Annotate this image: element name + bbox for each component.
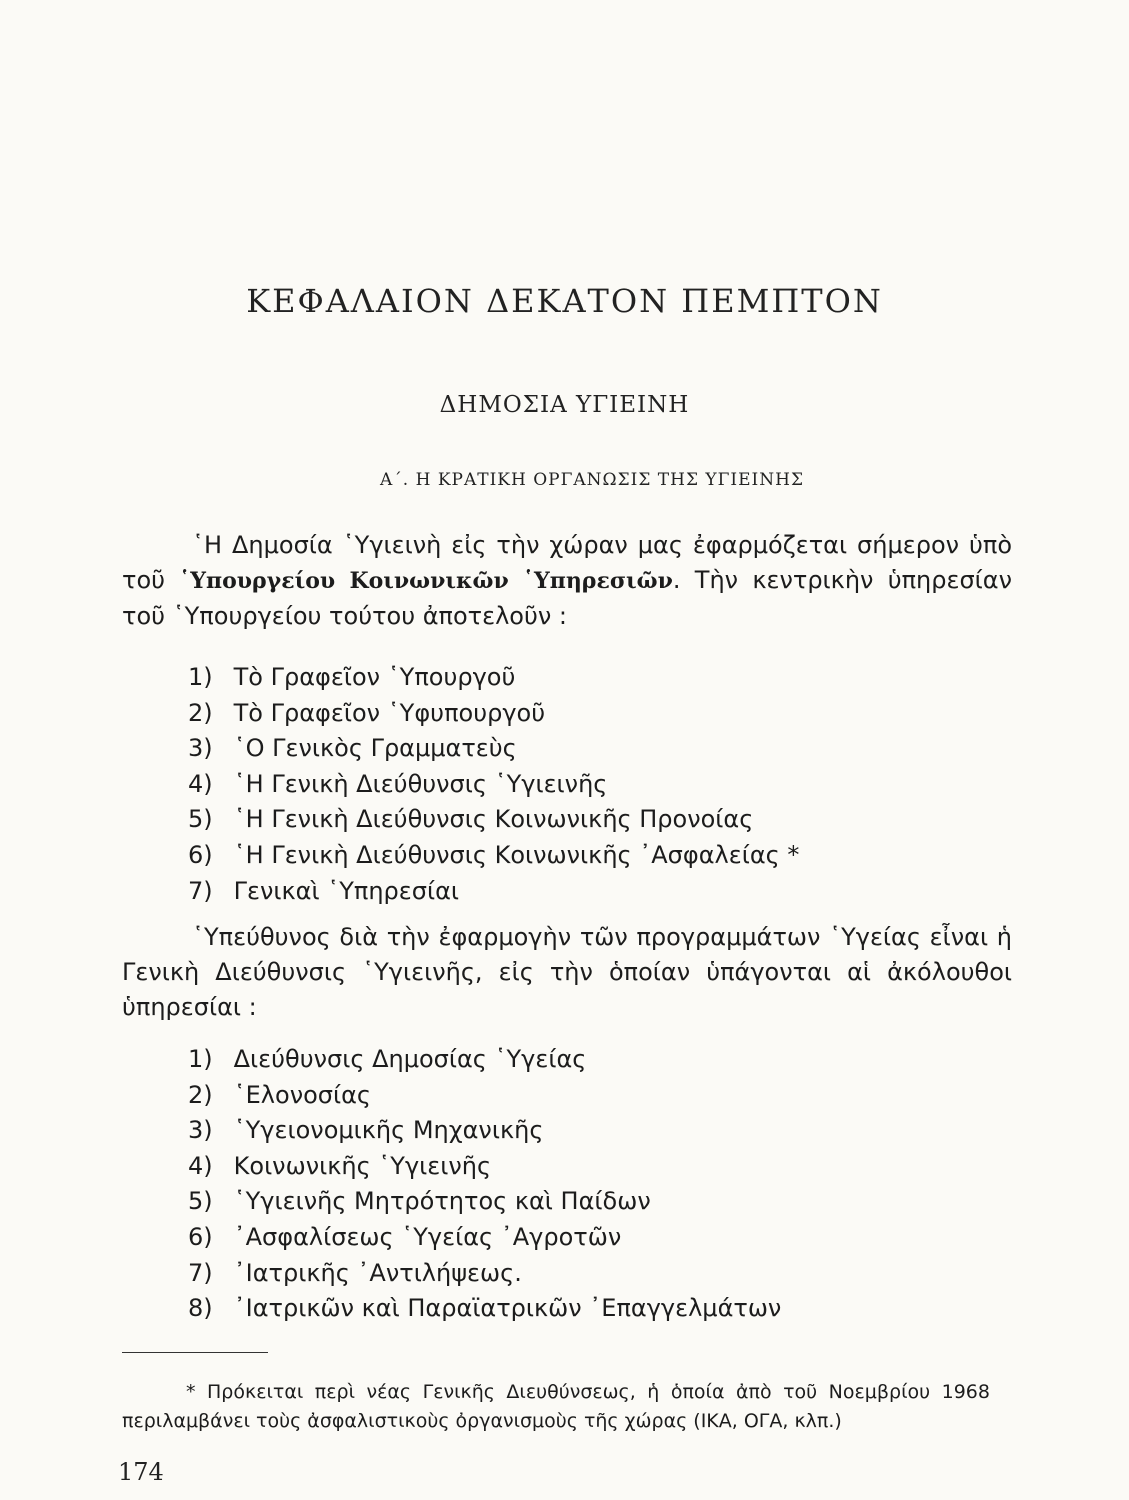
list-item: [188, 660, 799, 696]
list-item-text: Διεύθυνσις Δημοσίας ῾Υγείας: [233, 1045, 587, 1073]
list-item-number: 4): [188, 769, 213, 798]
paragraph-text: . Τὴν κεντρικὴν ὑπηρεσίαν τοῦ ῾Υπουργείου τούτου ἀποτελοῦν :: [122, 566, 1013, 630]
subsection-title: Α΄. Η ΚΡΑΤΙΚΗ ΟΡΓΑΝΩΣΙΣ ΤΗΣ ΥΓΙΕΙΝΗΣ: [380, 470, 804, 490]
list-item: [188, 696, 799, 732]
list-item-text: Τὸ Γραφεῖον ῾Υπουργοῦ: [233, 663, 516, 691]
list-item-text: ῾Η Γενικὴ Διεύθυνσις Κοινωνικῆς Προνοίας: [233, 805, 754, 834]
list-item-text: ᾿Ιατρικῶν καὶ Παραϊατρικῶν ᾿Επαγγελμάτων: [233, 1294, 782, 1323]
list-item: [188, 1256, 781, 1292]
list-item: [188, 1042, 781, 1078]
list-item: [188, 1184, 781, 1220]
list-item-number: 2): [188, 698, 213, 727]
health-services-list: [188, 1042, 781, 1327]
list-item-text: ῾Ελονοσίας: [233, 1080, 372, 1109]
list-item-number: 6): [188, 1222, 213, 1251]
footnote-divider: [122, 1352, 268, 1353]
paragraph-ministry-intro: [122, 528, 1012, 634]
chapter-title: ΚΕΦΑΛΑΙΟΝ ΔΕΚΑΤΟΝ ΠΕΜΠΤΟΝ: [246, 282, 883, 320]
ministry-name: ῾Υπουργείου Κοινωνικῶν ῾Υπηρεσιῶν: [179, 568, 673, 594]
paragraph-health-directorate: ῾Υπεύθυνος διὰ τὴν ἐφαρμογὴν τῶν προγραμμάτων ῾Υγείας εἶναι ἡ Γενικὴ Διεύθυνσις ῾Υγιεινῆς, εἰς τὴν ὁποίαν ὑπάγονται αἱ ἀκόλουθοι ὑπηρεσίαι :: [122, 923, 1012, 1021]
list-item-text: ᾿Ασφαλίσεως ῾Υγείας ᾿Αγροτῶν: [233, 1222, 622, 1251]
list-item-number: 8): [188, 1294, 213, 1323]
section-title: ΔΗΜΟΣΙΑ ΥΓΙΕΙΝΗ: [439, 392, 690, 418]
list-item-number: 7): [188, 1258, 213, 1287]
list-item-text: ᾿Ιατρικῆς ᾿Αντιλήψεως.: [233, 1258, 522, 1287]
list-item-number: 1): [188, 663, 213, 691]
list-item-number: 6): [188, 840, 213, 869]
footnote: * Πρόκειται περὶ νέας Γενικῆς Διευθύνσεως, ἡ ὁποία ἀπὸ τοῦ Νοεμβρίου 1968 περιλαμβάνει τοὺς ἀσφαλιστικοὺς ὀργανισμοὺς τῆς χώρας (ΙΚΑ, ΟΓΑ, κλπ.): [122, 1381, 990, 1432]
list-item-text: ῾Υγειονομικῆς Μηχανικῆς: [233, 1116, 544, 1145]
paragraph-text: ῾Η Δημοσία ῾Υγιεινὴ εἰς τὴν χώραν μας ἐφαρμόζεται σήμερον ὑπὸ τοῦ: [122, 531, 1012, 594]
list-item-text: Τὸ Γραφεῖον ῾Υφυπουργοῦ: [233, 698, 546, 727]
list-item: [188, 1078, 781, 1114]
list-item-text: ῾Η Γενικὴ Διεύθυνσις Κοινωνικῆς ᾿Ασφαλείας *: [233, 840, 800, 869]
list-item: [188, 731, 799, 767]
list-item-text: Γενικαὶ ῾Υπηρεσίαι: [233, 876, 460, 905]
list-item: [188, 1220, 781, 1256]
list-item-number: 3): [188, 734, 213, 763]
list-item-number: 5): [188, 805, 213, 834]
list-item: [188, 874, 799, 910]
list-item-number: 7): [188, 876, 213, 905]
list-item: [188, 1291, 781, 1327]
list-item-text: ῾Υγιεινῆς Μητρότητος καὶ Παίδων: [233, 1187, 651, 1216]
list-item: [188, 1113, 781, 1149]
page-number: 174: [118, 1458, 164, 1486]
central-services-list: [188, 660, 799, 909]
list-item-number: 2): [188, 1080, 213, 1109]
list-item-number: 4): [188, 1151, 213, 1180]
list-item-text: ῾Ο Γενικὸς Γραμματεὺς: [233, 734, 517, 763]
list-item-number: 5): [188, 1187, 213, 1216]
list-item-number: 3): [188, 1116, 213, 1145]
list-item: [188, 767, 799, 803]
list-item: [188, 802, 799, 838]
list-item: [188, 838, 799, 874]
list-item-text: ῾Η Γενικὴ Διεύθυνσις ῾Υγιεινῆς: [233, 769, 608, 798]
list-item-number: 1): [188, 1045, 213, 1073]
list-item-text: Κοινωνικῆς ῾Υγιεινῆς: [233, 1151, 492, 1180]
list-item: [188, 1149, 781, 1185]
